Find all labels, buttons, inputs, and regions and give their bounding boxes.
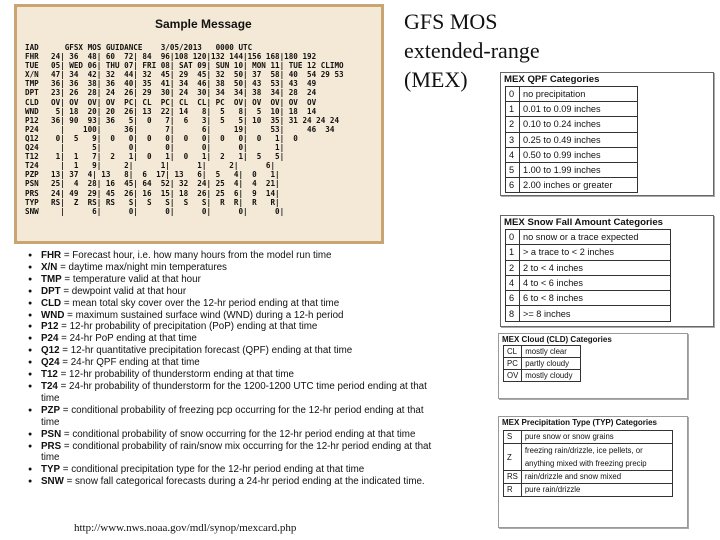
definition-term: TMP [41, 273, 62, 285]
definition-term: X/N [41, 261, 58, 273]
definition-description: = snow fall categorical forecasts during a 24-hr period ending at the indicated time. [63, 476, 425, 488]
mos-row-values: 24| 49 29| 45 26| 16 15| 18 26| 25 6| 9 14| [51, 188, 280, 198]
definition-description: = Forecast hour, i.e. how many hours from the model run time [61, 250, 332, 261]
mos-row-label: T12 [25, 152, 39, 162]
category-row [506, 275, 671, 290]
mos-row-values: 05| WED 06| THU 07| FRI 08| SAT 09| SUN 10| MON 11| TUE 12 CLIMO [51, 61, 344, 71]
definition-description: = conditional probability of freezing pcp occurring for the 12-hr period ending at that time [41, 404, 424, 428]
mos-row-label: P24 [25, 124, 39, 134]
category-code: 2 [506, 117, 520, 132]
mos-row-wnd [25, 107, 346, 116]
definition-term: P12 [41, 321, 59, 333]
sample-message-title: Sample Message [155, 17, 252, 31]
slide-title-line-1: GFS MOS [404, 9, 498, 34]
definitions-list [28, 250, 438, 488]
mos-row-values: | 6| 0| 0| 0| 0| 0| [51, 206, 285, 216]
category-row [504, 444, 673, 471]
category-code: R [504, 484, 522, 497]
mos-row-label: CLD [25, 97, 39, 107]
category-description: partly cloudy [522, 358, 581, 370]
mos-row-values: 5| 18 20| 20 26| 13 22| 14 8| 5 8| 5 10| 18 14 [51, 106, 317, 116]
mos-row-label: TUE [25, 61, 39, 71]
category-code: RS [504, 471, 522, 484]
category-description: no precipitation [520, 87, 638, 102]
category-description: 1.00 to 1.99 inches [520, 162, 638, 177]
definition-description: = maximum sustained surface wind (WND) during a 12-h period [64, 309, 344, 321]
mos-row-values: 25| 4 28| 16 45| 64 52| 32 24| 25 4| 4 21| [51, 179, 280, 189]
mos-row-values: 13| 37 4| 13 8| 6 17| 13 6| 5 4| 0 1| [51, 170, 280, 180]
definition-item [28, 262, 438, 274]
category-description: pure rain/drizzle [521, 484, 672, 497]
category-code: S [504, 431, 522, 444]
category-row [506, 87, 638, 102]
category-row [504, 370, 581, 382]
mos-row-dpt [25, 88, 346, 97]
mos-row-p24 [25, 125, 346, 134]
mos-row-label: T24 [25, 161, 39, 171]
mos-row-tmp [25, 79, 346, 88]
mos-row-q24 [25, 143, 346, 152]
definition-item [28, 476, 438, 488]
mos-row-label: PSN [25, 179, 39, 189]
mos-row-snw [25, 207, 346, 216]
category-description: rain/drizzle and snow mixed [521, 471, 672, 484]
mos-row-label: TYP [25, 197, 39, 207]
definition-term: DPT [41, 285, 61, 297]
definition-description: = conditional precipitation type for the 12-hr period ending at that time [60, 464, 365, 476]
category-description: 0.50 to 0.99 inches [520, 147, 638, 162]
mos-row-label: TMP [25, 79, 39, 89]
definition-item [28, 333, 438, 345]
mos-row-values: 36| 36 38| 36 40| 35 41| 34 46| 38 50| 43 53| 43 49 [51, 79, 317, 89]
mos-row-t24 [25, 161, 346, 170]
category-description: 0.01 to 0.09 inches [520, 102, 638, 117]
mos-row-values: | 1 9| 2| 1| 1| 2| 6| [51, 161, 276, 171]
precip-type-categories-panel [498, 416, 688, 528]
definition-item [28, 381, 438, 405]
category-description: 2 to < 4 inches [520, 260, 671, 275]
cloud-categories-table [503, 345, 581, 382]
definition-description: = 12-hr probability of thunderstorm ending at that time [57, 369, 294, 381]
slide-title-line-2: extended-range [404, 38, 540, 63]
category-code: 0 [506, 230, 520, 245]
category-description: 0.25 to 0.49 inches [520, 132, 638, 147]
snow-categories-panel [500, 215, 714, 327]
definition-item [28, 405, 438, 429]
category-row [506, 132, 638, 147]
mos-row-values: 1| 1 7| 2 1| 0 1| 0 1| 2 1| 5 5| [51, 152, 285, 162]
category-row [504, 346, 581, 358]
category-row [506, 102, 638, 117]
definition-description: = 12-hr quantitative precipitation forecast (QPF) ending at that time [59, 345, 353, 357]
definition-item [28, 441, 438, 465]
mos-row-label: IAD [25, 43, 39, 52]
mos-row-label: PZP [25, 170, 39, 180]
category-description: >= 8 inches [520, 306, 671, 321]
definition-term: T24 [41, 380, 58, 392]
qpf-categories-table [505, 86, 638, 193]
category-code: 4 [506, 147, 520, 162]
definition-term: PRS [41, 440, 62, 452]
category-description: 2.00 inches or greater [520, 178, 638, 193]
definition-description: = 24-hr PoP ending at that time [58, 333, 197, 345]
mos-row-psn [25, 179, 346, 188]
definition-description: = 24-hr QPF ending at that time [59, 357, 200, 369]
mos-row-values: 47| 34 42| 32 44| 32 45| 29 45| 32 50| 37 58| 40 54 29 53 [51, 70, 344, 80]
mos-row-iad [25, 43, 346, 52]
category-code: CL [504, 346, 522, 358]
snow-categories-title: MEX Snow Fall Amount Categories [504, 217, 664, 228]
mos-row-xn [25, 70, 346, 79]
definition-term: CLD [41, 297, 62, 309]
category-row [504, 471, 673, 484]
definition-item [28, 310, 438, 322]
mos-row-values: | 100| 36| 7| 6| 19| 53| 46 34 [51, 124, 335, 134]
category-row [504, 358, 581, 370]
category-code: 5 [506, 162, 520, 177]
mos-row-label: FHR [25, 52, 39, 62]
mos-row-prs [25, 189, 346, 198]
precip-type-categories-table [503, 430, 673, 497]
category-code: PC [504, 358, 522, 370]
definition-item [28, 369, 438, 381]
mos-row-label: DPT [25, 88, 39, 98]
mos-row-values: 24| 36 48| 60 72| 84 96|108 120|132 144|156 168|180 192 [51, 52, 317, 62]
mos-row-label: Q12 [25, 133, 39, 143]
category-code: 1 [506, 102, 520, 117]
category-code: 1 [506, 245, 520, 260]
definition-description: = conditional probability of snow occurring for the 12-hr period ending at that time [61, 428, 416, 440]
category-row [506, 306, 671, 321]
category-description: 6 to < 8 inches [520, 291, 671, 306]
definition-item [28, 357, 438, 369]
definition-description: = conditional probability of rain/snow mix occurring for the 12-hr period ending at that time [41, 440, 432, 464]
mos-row-values: GFSX MOS GUIDANCE 3/05/2013 0000 UTC [51, 43, 253, 52]
mos-guidance-table [25, 43, 346, 216]
category-row [506, 147, 638, 162]
mos-row-typ [25, 198, 346, 207]
mos-row-label: SNW [25, 206, 39, 216]
definition-term: Q12 [41, 345, 60, 357]
category-code: Z [504, 444, 522, 471]
mos-row-tue [25, 61, 346, 70]
category-row [506, 245, 671, 260]
qpf-categories-panel [500, 72, 714, 196]
definition-item [28, 274, 438, 286]
category-description: mostly cloudy [522, 370, 581, 382]
category-description: > a trace to < 2 inches [520, 245, 671, 260]
category-code: OV [504, 370, 522, 382]
mos-row-cld [25, 98, 346, 107]
mos-row-values: | 5| 0| 0| 0| 0| 1| [51, 143, 285, 153]
mos-row-values: 23| 26 28| 24 26| 29 30| 24 30| 34 34| 38 34| 28 24 [51, 88, 317, 98]
category-code: 6 [506, 291, 520, 306]
definition-term: SNW [41, 476, 64, 488]
source-url[interactable]: http://www.nws.noaa.gov/mdl/synop/mexcard.php [74, 522, 297, 534]
cloud-categories-panel [498, 333, 688, 399]
definition-term: PSN [41, 428, 62, 440]
mos-row-label: PRS [25, 188, 39, 198]
mos-row-label: Q24 [25, 143, 39, 153]
definition-term: P24 [41, 333, 59, 345]
mos-row-values: 0| 5 9| 0 0| 0 0| 0 0| 0 0| 0 1| 0 [51, 133, 298, 143]
definition-description: = daytime max/night min temperatures [57, 261, 227, 273]
category-code: 8 [506, 306, 520, 321]
definition-description: = temperature valid at that hour [61, 273, 201, 285]
snow-categories-table [505, 229, 671, 322]
definition-term: PZP [41, 404, 61, 416]
definition-description: = mean total sky cover over the 12-hr period ending at that time [61, 297, 340, 309]
category-code: 3 [506, 132, 520, 147]
definition-item [28, 429, 438, 441]
definition-description: = 12-hr probability of precipitation (PoP) ending at that time [58, 321, 318, 333]
category-row [506, 230, 671, 245]
mos-row-values: 36| 90 93| 36 5| 0 7| 6 3| 5 5| 10 35| 31 24 24 24 [51, 115, 340, 125]
category-description: mostly clear [522, 346, 581, 358]
category-code: 2 [506, 260, 520, 275]
definition-description: = dewpoint valid at that hour [60, 285, 187, 297]
definition-term: WND [41, 309, 65, 321]
definition-term: T12 [41, 369, 58, 381]
category-description: pure snow or snow grains [521, 431, 672, 444]
definition-item [28, 464, 438, 476]
category-row [506, 162, 638, 177]
category-description: 4 to < 6 inches [520, 275, 671, 290]
category-description: no snow or a trace expected [520, 230, 671, 245]
definition-term: TYP [41, 464, 61, 476]
definition-item [28, 345, 438, 357]
mos-row-values: OV| OV OV| OV PC| CL PC| CL CL| PC OV| OV OV| OV OV [51, 97, 317, 107]
category-row [506, 291, 671, 306]
mos-row-label: WND [25, 106, 39, 116]
category-row [506, 178, 638, 193]
sample-message-panel [14, 4, 384, 244]
slide-title-line-3: (MEX) [404, 67, 468, 92]
category-row [504, 431, 673, 444]
category-row [504, 484, 673, 497]
definition-item [28, 298, 438, 310]
mos-row-p12 [25, 116, 346, 125]
precip-type-categories-title: MEX Precipitation Type (TYP) Categories [502, 418, 657, 427]
category-code: 6 [506, 178, 520, 193]
category-description: 0.10 to 0.24 inches [520, 117, 638, 132]
category-row [506, 117, 638, 132]
mos-row-values: RS| Z RS| RS S| S S| S S| R R| R R| [51, 197, 280, 207]
qpf-categories-title: MEX QPF Categories [504, 74, 600, 85]
definition-term: FHR [41, 250, 62, 261]
mos-row-q12 [25, 134, 346, 143]
category-code: 0 [506, 87, 520, 102]
definition-item [28, 321, 438, 333]
category-description: freezing rain/drizzle, ice pellets, or anything mixed with freezing precip [521, 444, 672, 471]
definition-term: Q24 [41, 357, 60, 369]
mos-row-t12 [25, 152, 346, 161]
mos-row-label: P12 [25, 115, 39, 125]
category-row [506, 260, 671, 275]
definition-description: = 24-hr probability of thunderstorm for the 1200-1200 UTC time period ending at that time [41, 380, 427, 404]
definition-item [28, 286, 438, 298]
category-code: 4 [506, 275, 520, 290]
cloud-categories-title: MEX Cloud (CLD) Categories [502, 335, 612, 344]
mos-row-fhr [25, 52, 346, 61]
mos-row-label: X/N [25, 70, 39, 80]
definition-item [28, 250, 438, 262]
mos-row-pzp [25, 170, 346, 179]
